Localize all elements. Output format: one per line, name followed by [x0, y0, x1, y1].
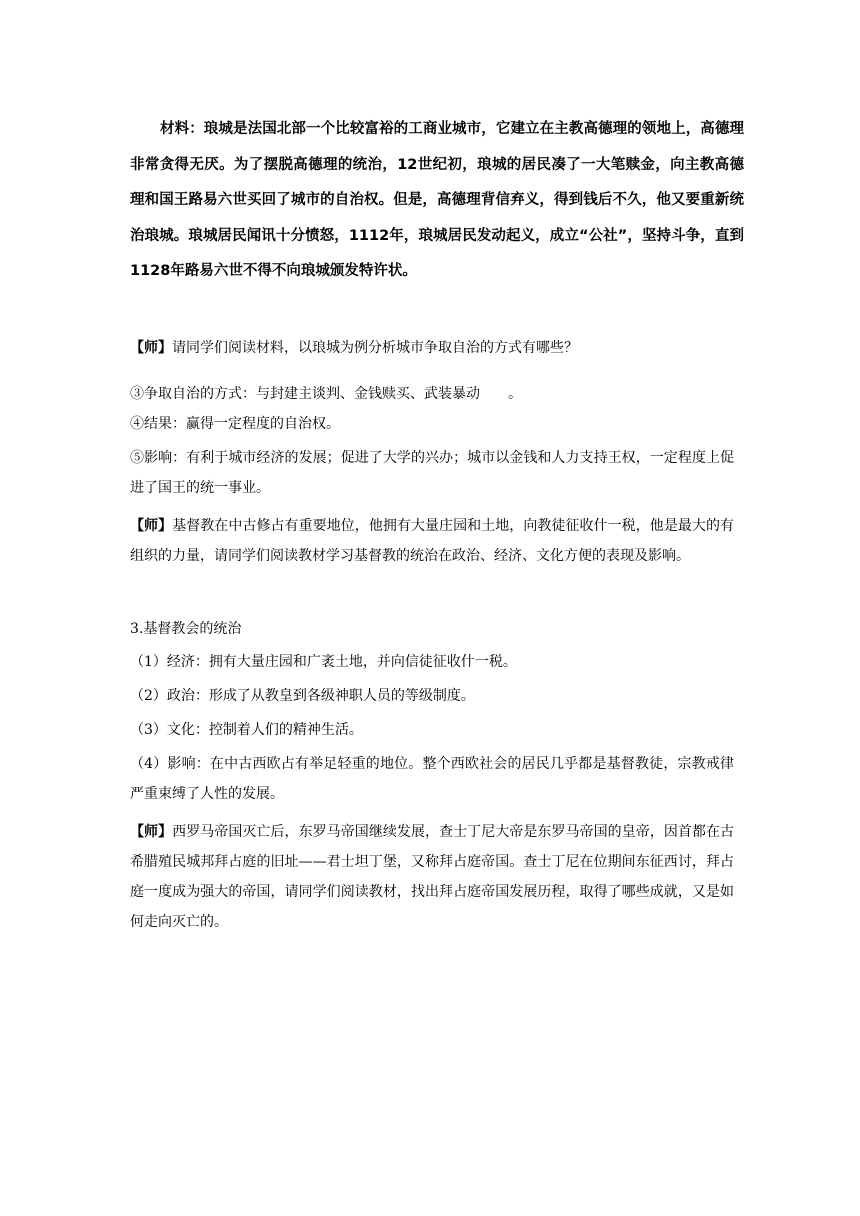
autonomy-impact: ⑤影响：有利于城市经济的发展；促进了大学的兴办；城市以金钱和人力支持王权，一定程度上促进了国王的统一事业。	[130, 450, 734, 496]
teacher-question-1	[130, 333, 734, 363]
teacher-question-3	[130, 817, 734, 937]
teacher-tag: 【师】	[130, 518, 173, 534]
church-influence: （4）影响：在中古西欧占有举足轻重的地位。整个西欧社会的居民几乎都是基督教徒，宗教戒律严重束缚了人性的发展。	[130, 756, 734, 802]
autonomy-ways: ③争取自治的方式：与封建主谈判、金钱赎买、武装暴动 。	[130, 386, 522, 402]
church-culture: （3）文化：控制着人们的精神生活。	[130, 722, 363, 738]
question-1-text: 请同学们阅读材料，以琅城为例分析城市争取自治的方式有哪些？	[172, 340, 578, 356]
teacher-tag: 【师】	[130, 340, 172, 356]
question-3-text: 西罗马帝国灭亡后，东罗马帝国继续发展，查士丁尼大帝是东罗马帝国的皇帝，因首都在古希腊殖民城邦拜占庭的旧址——君士坦丁堡，又称拜占庭帝国。查士丁尼在位期间东征西讨，拜占庭一度成为强大的帝国，请同学们阅读教材，找出拜占庭帝国发展历程，取得了哪些成就，又是如何走向灭亡的。	[130, 824, 735, 930]
teacher-tag: 【师】	[130, 824, 173, 840]
question-2-text: 基督教在中古修占有重要地位，他拥有大量庄园和土地，向教徒征收什一税，他是最大的有组织的力量，请同学们阅读教材学习基督教的统治在政治、经济、文化方便的表现及影响。	[130, 518, 735, 564]
autonomy-result: ④结果：赢得一定程度的自治权。	[130, 416, 340, 432]
church-politics: （2）政治：形成了从教皇到各级神职人员的等级制度。	[130, 688, 475, 704]
teacher-question-2	[130, 511, 734, 571]
material-paragraph: 材料：琅城是法国北部一个比较富裕的工商业城市，它建立在主教高德理的领地上，高德理非常贪得无厌。为了摆脱高德理的统治，12世纪初，琅城的居民凑了一大笔赎金，向主教高德理和国王路易六世买回了城市的自治权。但是，高德理背信弃义，得到钱后不久，他又要重新统治琅城。琅城居民闻讯十分愤怒，1112年，琅城居民发动起义，成立“公社”，坚持斗争，直到1128年路易六世不得不向琅城颁发特许状。	[130, 121, 744, 279]
church-economy: （1）经济：拥有大量庄园和广袤土地，并向信徒征收什一税。	[130, 654, 517, 670]
section-heading: 3.基督教会的统治	[130, 621, 242, 637]
